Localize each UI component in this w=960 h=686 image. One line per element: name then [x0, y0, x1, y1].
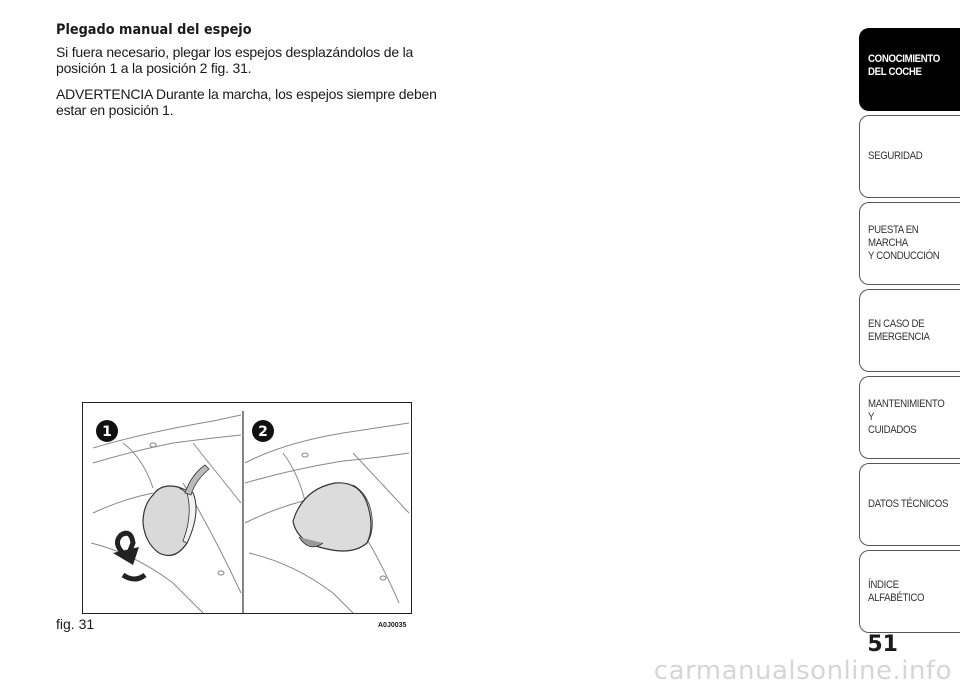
tab-label: CONOCIMIENTO DEL COCHE: [868, 53, 940, 78]
tab-indice-alfabetico[interactable]: [859, 550, 960, 633]
warning-paragraph: ADVERTENCIA Durante la marcha, los espejos siempre deben estar en posición 1.: [56, 86, 437, 118]
tab-label: MANTENIMIENTO Y CUIDADOS: [868, 398, 945, 436]
tab-seguridad[interactable]: [859, 115, 960, 198]
tab-en-caso-de-emergencia[interactable]: [859, 289, 960, 372]
chapter-tabs: [859, 28, 960, 637]
marker-2-label: 2: [258, 424, 268, 440]
tab-label: ÍNDICE ALFABÉTICO: [868, 578, 925, 604]
tab-conocimiento-del-coche[interactable]: [859, 28, 960, 111]
position-2-marker: [252, 420, 274, 442]
mirror-illustration-svg: [83, 403, 411, 613]
page-number: 51: [867, 632, 898, 657]
tab-datos-tecnicos[interactable]: [859, 463, 960, 546]
tab-mantenimiento[interactable]: [859, 376, 960, 459]
figure-caption: fig. 31: [56, 616, 95, 632]
mirror-folding-illustration: [82, 402, 412, 614]
tab-label: EN CASO DE EMERGENCIA: [868, 317, 930, 343]
tab-label: DATOS TÉCNICOS: [868, 498, 949, 510]
tab-label: PUESTA EN MARCHA Y CONDUCCIÓN: [868, 224, 940, 262]
section-heading: Plegado manual del espejo: [56, 22, 252, 38]
instruction-paragraph: Si fuera necesario, plegar los espejos desplazándolos de la posición 1 a la posición 2 fig. 31.: [56, 44, 414, 76]
extended-mirror-shape: [293, 483, 372, 551]
watermark: carmanualsonline.info: [653, 656, 952, 686]
tab-puesta-en-marcha[interactable]: [859, 202, 960, 285]
figure-code: A0J0035: [378, 622, 407, 629]
tab-label: SEGURIDAD: [868, 150, 923, 162]
marker-1-label: 1: [102, 424, 112, 440]
content-column: [56, 22, 446, 128]
rotate-arrow-icon: [113, 533, 145, 579]
position-1-marker: [96, 420, 118, 442]
